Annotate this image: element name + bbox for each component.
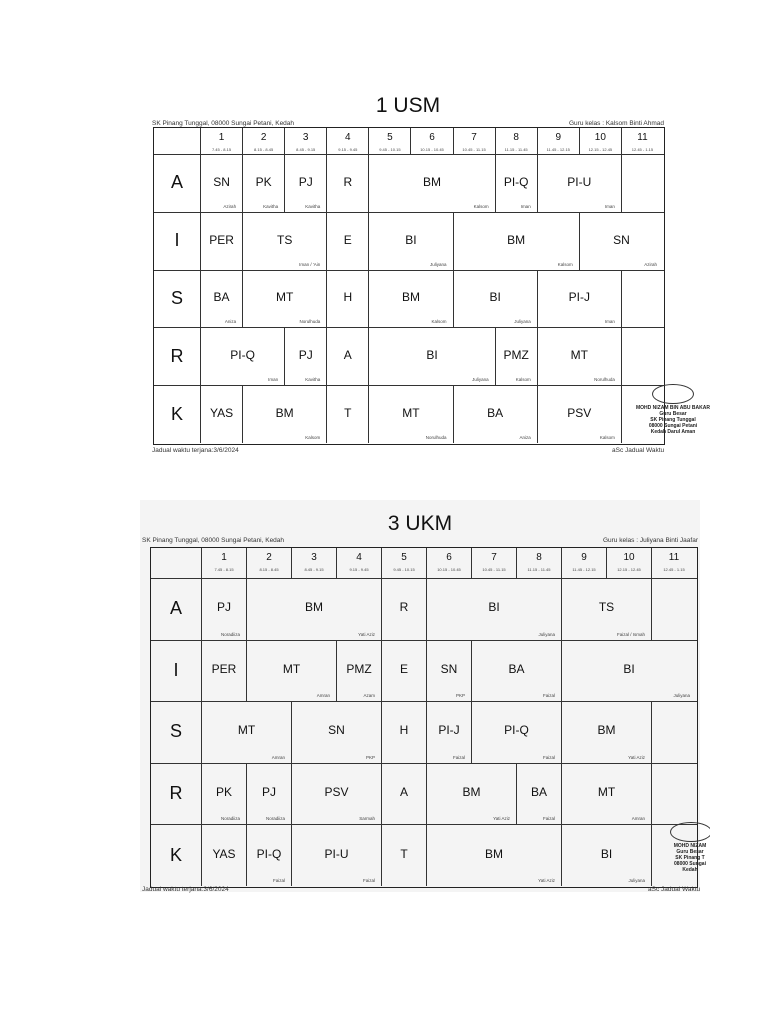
subject-code: SN [440,661,458,676]
headmaster-stamp: MOHD NIZAM BIN ABU BAKAR Guru Besar SK Pinang Tunggal 08000 Sungai Petani Kedah Darul Aman [628,384,718,435]
period-time: 12.45 - 1.15 [663,567,685,572]
teacher-name: Juliyana [472,377,489,383]
period-header [651,548,696,578]
subject-code: PI-Q [230,348,255,363]
period-time: 9.45 - 10.15 [393,567,415,572]
period-number: 5 [401,552,407,563]
period-number: 5 [387,132,393,143]
lesson-cell [201,824,246,886]
lesson-cell [426,640,471,702]
lesson-cell [368,270,452,328]
lesson-cell [326,212,368,270]
subject-code: SN [328,723,345,738]
subject-code: BM [422,174,441,189]
period-time: 11.45 - 12.15 [546,147,570,152]
teacher-name: Kalsom [515,377,531,383]
subject-code: BA [487,405,504,420]
teacher-name: Faizal / Ismah [616,631,645,637]
lesson-cell [537,270,621,328]
subject-code: R [343,174,353,189]
subject-code: R [399,600,409,615]
subject-code: PJ [261,784,276,799]
period-number: 10 [594,132,606,143]
subject-code: PI-Q [256,846,282,861]
period-header [495,128,537,154]
subject-code: PI-Q [503,174,529,189]
teacher-name: Aniza [224,319,237,325]
subject-code: MT [597,784,616,799]
lesson-cell [368,212,452,270]
teacher-name: Iman [604,203,615,209]
subject-code: PJ [216,600,231,615]
subject-code: BA [508,661,525,676]
software-credit: aSc Jadual Waktu [648,886,701,893]
timetable-grid [153,127,665,445]
day-label: A [169,598,182,619]
teacher-name: Azirah [223,203,237,209]
teacher-name: Faizal [542,816,555,822]
teacher-name: Azam [363,693,375,699]
subject-code: PSV [324,784,349,799]
lesson-cell [453,212,579,270]
timetable-grid [150,547,698,888]
subject-code: PMZ [346,661,372,676]
lesson-cell [621,270,663,328]
teacher-name: Faizal [362,877,375,883]
subject-code: PMZ [503,348,529,363]
day-label: S [170,287,183,308]
subject-code: PI-Q [504,723,529,738]
period-header [291,548,336,578]
subject-code: SN [213,174,230,189]
period-header [579,128,621,154]
lesson-cell [381,701,426,763]
period-number: 11 [668,552,680,563]
subject-code: PI-J [438,723,460,738]
teacher-name: Kalsom [557,261,573,267]
period-number: 9 [581,552,587,563]
period-number: 2 [266,552,272,563]
period-number: 6 [429,132,435,143]
period-time: 12.15 - 12.45 [588,147,613,152]
period-time: 10.15 - 10.45 [437,567,461,572]
teacher-name: Aniza [519,434,531,440]
subject-code: BA [530,784,547,799]
teacher-name: Noradiiza [265,816,285,822]
period-time: 10.45 - 11.15 [462,147,486,152]
lesson-cell [200,327,284,385]
generated-date: Jadual waktu terjana:3/6/2024 [142,886,229,893]
signature-mark [652,384,694,404]
teacher-name: Norulhuda [299,319,321,325]
subject-code: BI [623,661,635,676]
period-header [621,128,663,154]
lesson-cell [426,824,561,886]
subject-code: PJ [298,348,313,363]
subject-code: BI [600,846,613,861]
subject-code: YAS [212,846,236,861]
lesson-cell [426,701,471,763]
teacher-name: Faizal [272,877,285,883]
teacher-name: Noradiiza [220,816,240,822]
day-label: K [169,844,182,865]
subject-code: BI [488,600,500,615]
period-header [326,128,368,154]
period-time: 11.15 - 11.45 [504,147,528,152]
lesson-cell [495,154,537,212]
lesson-cell [561,701,651,763]
teacher-name: Yati Aziz [538,877,555,883]
teacher-name: Iman / 'Ain [299,261,321,267]
teacher-name: Kalsom [599,434,615,440]
period-header [368,128,410,154]
period-header [200,128,242,154]
day-label: I [173,659,179,680]
period-header [242,128,284,154]
subject-code: BA [213,290,230,305]
day-label: A [170,172,183,193]
subject-code: BM [401,290,420,305]
lesson-cell [537,327,621,385]
lesson-cell [242,212,326,270]
day-label: S [169,721,182,742]
period-header [471,548,516,578]
subject-code: SN [613,232,630,247]
lesson-cell [200,270,242,328]
subject-code: PER [211,661,237,676]
period-time: 10.45 - 11.15 [482,567,506,572]
teacher-name: Norulhuda [594,377,615,383]
lesson-cell [246,578,381,640]
subject-code: E [399,661,408,676]
period-time: 7.45 - 8.15 [211,147,232,152]
period-header [537,128,579,154]
subject-code: T [400,846,408,861]
headmaster-stamp: MOHD NIZAM Guru Besar SK Pinang T 08000 Sungai Kedah [670,822,710,873]
period-number: 1 [218,132,225,143]
lesson-cell [495,327,537,385]
subject-code: PI-U [567,174,592,189]
lesson-cell [651,578,696,640]
lesson-cell [242,270,326,328]
period-time: 8.45 - 9.15 [296,147,316,152]
lesson-cell [561,640,696,702]
lesson-cell [516,763,561,825]
lesson-cell [561,578,651,640]
timetable-3ukm [140,500,707,893]
period-number: 8 [536,552,542,563]
lesson-cell [284,154,326,212]
lesson-cell [246,640,336,702]
lesson-cell [291,701,381,763]
teacher-name: Kavitha [263,203,279,209]
lesson-cell [336,640,381,702]
period-number: 11 [637,132,648,143]
period-time: 11.45 - 12.15 [572,567,596,572]
lesson-cell [651,763,696,825]
lesson-cell [453,270,537,328]
period-time: 11.15 - 11.45 [527,567,551,572]
lesson-cell [200,154,242,212]
teacher-name: Faizal [542,693,555,699]
day-label: R [170,345,184,366]
day-label: R [169,783,183,804]
subject-code: BM [485,846,503,861]
period-number: 10 [623,552,635,563]
subject-code: BM [305,600,323,615]
subject-code: PJ [298,174,313,189]
subject-code: PK [255,174,272,189]
lesson-cell [326,154,368,212]
teacher-name: Iman [604,319,615,325]
subject-code: PSV [567,405,592,420]
period-time: 10.15 - 10.45 [420,147,444,152]
teacher-name: Amran [271,754,285,760]
class-teacher: Guru kelas : Kalsom Binti Ahmad [568,120,664,127]
lesson-cell [651,701,696,763]
lesson-cell [368,385,452,443]
class-teacher: Guru kelas : Juliyana Binti Jaafar [602,537,698,544]
lesson-cell [426,763,516,825]
period-time: 12.45 - 1.15 [631,147,654,152]
teacher-name: PKP [365,754,375,760]
signature-mark [670,822,710,842]
teacher-name: Azirah [644,261,657,267]
lesson-cell [579,212,663,270]
subject-code: H [343,290,353,305]
subject-code: BM [597,723,616,738]
lesson-cell [381,640,426,702]
subject-code: BI [405,232,417,247]
period-number: 4 [345,132,351,143]
lesson-cell [284,327,326,385]
class-title: 3 UKM [387,512,453,535]
period-header [561,548,606,578]
period-header [284,128,326,154]
period-header [453,128,495,154]
teacher-name: Juliyana [673,693,690,699]
lesson-cell [246,763,291,825]
class-title: 1 USM [375,94,441,117]
lesson-cell [246,824,291,886]
lesson-cell [200,212,242,270]
generated-date: Jadual waktu terjana:3/6/2024 [152,447,239,454]
teacher-name: Juliyana [430,261,447,267]
period-time: 8.15 - 8.45 [254,147,274,152]
subject-code: PI-J [568,290,590,305]
teacher-name: Sarmah [359,816,375,822]
period-time: 7.45 - 8.15 [214,567,234,572]
teacher-name: Iman [520,203,531,209]
period-number: 7 [471,132,477,143]
period-header [336,548,381,578]
subject-code: MT [237,723,256,738]
period-number: 4 [356,552,362,563]
period-number: 1 [221,552,227,563]
lesson-cell [537,154,621,212]
period-number: 7 [491,552,497,563]
period-number: 6 [446,552,452,563]
subject-code: MT [276,290,294,305]
period-header [410,128,452,154]
teacher-name: Yati Aziz [628,754,645,760]
period-header [516,548,561,578]
subject-code: H [399,723,409,738]
period-header [606,548,651,578]
school-address: SK Pinang Tunggal, 08000 Sungai Petani, Kedah [142,537,285,544]
period-time: 9.45 - 10.15 [379,147,401,152]
subject-code: A [399,784,408,799]
lesson-cell [201,701,291,763]
lesson-cell [201,640,246,702]
period-number: 2 [260,132,267,143]
lesson-cell [242,154,284,212]
day-label: I [174,230,180,251]
teacher-name: Amran [316,693,330,699]
teacher-name: Amran [631,816,645,822]
period-header [201,548,246,578]
lesson-cell [453,385,537,443]
subject-code: A [343,348,352,363]
teacher-name: Kalsom [431,319,447,325]
period-header [426,548,471,578]
period-header [246,548,291,578]
period-time: 12.15 - 12.45 [617,567,641,572]
subject-code: PK [215,784,232,799]
lesson-cell [242,385,326,443]
teacher-name: PKP [455,693,465,699]
lesson-cell [471,701,561,763]
subject-code: E [343,232,352,247]
lesson-cell [368,154,494,212]
lesson-cell [561,824,651,886]
teacher-name: Kavitha [305,377,321,383]
subject-code: BM [275,405,294,420]
subject-code: BM [507,232,526,247]
teacher-name: Iman [268,377,279,383]
period-number: 3 [311,552,317,563]
lesson-cell [621,327,663,385]
period-number: 9 [555,132,562,143]
lesson-cell [426,578,561,640]
subject-code: T [344,405,352,420]
subject-code: MT [282,661,301,676]
lesson-cell [291,824,381,886]
subject-code: PI-U [324,846,349,861]
teacher-name: Juliyana [538,631,555,637]
lesson-cell [326,385,368,443]
lesson-cell [201,763,246,825]
teacher-name: Faizal [452,754,465,760]
teacher-name: Kalsom [305,434,321,440]
lesson-cell [381,578,426,640]
period-header [381,548,426,578]
lesson-cell [381,824,426,886]
subject-code: BI [489,290,501,305]
teacher-name: Yati Aziz [358,631,375,637]
period-time: 8.15 - 8.45 [259,567,279,572]
lesson-cell [381,763,426,825]
lesson-cell [561,763,651,825]
teacher-name: Kalsom [473,203,489,209]
lesson-cell [368,327,494,385]
subject-code: YAS [209,405,234,420]
lesson-cell [537,385,621,443]
subject-code: PER [209,232,234,247]
period-number: 3 [302,132,309,143]
teacher-name: Norulhuda [425,434,447,440]
teacher-name: Yati Aziz [493,816,510,822]
teacher-name: Faizal [542,754,555,760]
lesson-cell [326,327,368,385]
subject-code: BI [426,348,438,363]
subject-code: MT [570,348,588,363]
period-time: 9.15 - 9.45 [349,567,369,572]
software-credit: aSc Jadual Waktu [612,447,665,454]
period-time: 9.15 - 9.45 [338,147,358,152]
teacher-name: Juliyana [514,319,531,325]
subject-code: TS [598,600,615,615]
school-address: SK Pinang Tunggal, 08000 Sungai Petani, Kedah [152,120,295,127]
teacher-name: Noradiiza [220,631,240,637]
teacher-name: Kavitha [305,203,321,209]
lesson-cell [471,640,561,702]
lesson-cell [291,763,381,825]
lesson-cell [200,385,242,443]
period-time: 8.45 - 9.15 [304,567,324,572]
day-label: K [170,403,183,424]
lesson-cell [326,270,368,328]
period-number: 8 [513,132,519,143]
teacher-name: Juliyana [628,877,645,883]
lesson-cell [621,154,663,212]
subject-code: TS [276,232,293,247]
subject-code: MT [402,405,420,420]
subject-code: BM [462,784,481,799]
lesson-cell [201,578,246,640]
